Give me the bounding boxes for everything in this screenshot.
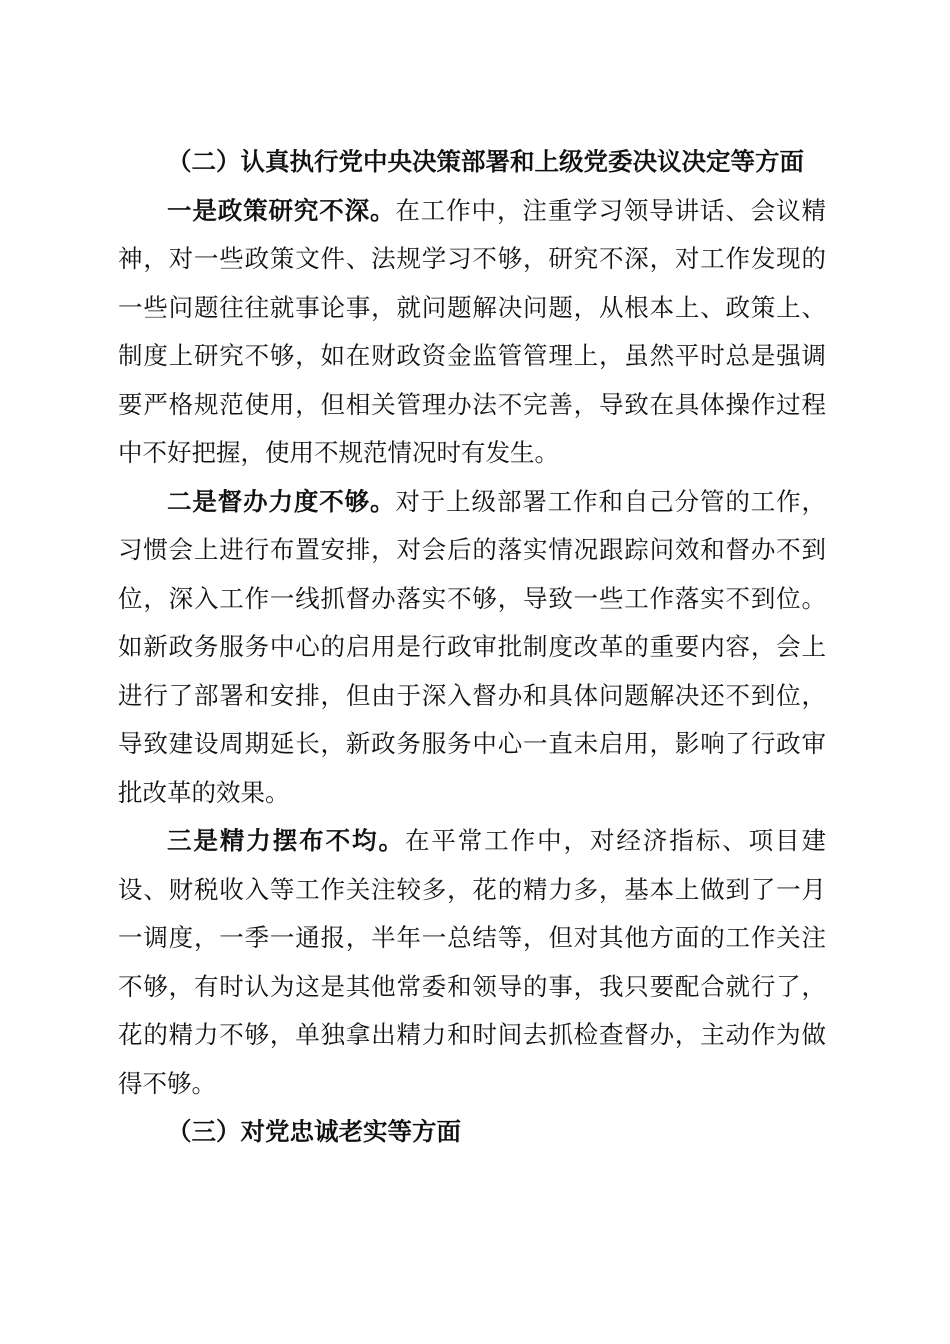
section-three-heading: （三）对党忠诚老实等方面 (167, 1117, 461, 1146)
paragraph-lead: 二是督办力度不够。 (167, 486, 396, 516)
section-two-heading: （二）认真执行党中央决策部署和上级党委决议决定等方面 (167, 147, 804, 176)
paragraph-lead: 三是精力摆布不均。 (167, 826, 405, 855)
paragraph-supervision (118, 478, 826, 818)
paragraph-lead: 一是政策研究不深。 (167, 195, 396, 225)
paragraph-text: 在平常工作中，对经济指标、项目建设、财税收入等工作关注较多，花的精力多，基本上做到了一月一调度，一季一通报，半年一总结等，但对其他方面的工作关注不够，有时认为这是其他常委和领导的事，我只要配合就行了，花的精力不够，单独拿出精力和时间去抓检查督办，主动作为做得不够。 (118, 826, 826, 1098)
paragraph-policy-research (118, 187, 826, 478)
document-body (118, 138, 826, 1157)
paragraph-energy-allocation (118, 817, 826, 1108)
paragraph-text: 在工作中，注重学习领导讲话、会议精神，对一些政策文件、法规学习不够，研究不深，对工作发现的一些问题往往就事论事，就问题解决问题，从根本上、政策上、制度上研究不够，如在财政资金监管管理上，虽然平时总是强调要严格规范使用，但相关管理办法不完善，导致在具体操作过程中不好把握，使用不规范情况时有发生。 (118, 195, 827, 467)
paragraph-text: 对于上级部署工作和自己分管的工作，习惯会上进行布置安排，对会后的落实情况跟踪问效和督办不到位，深入工作一线抓督办落实不够，导致一些工作落实不到位。如新政务服务中心的启用是行政审批制度改革的重要内容，会上进行了部署和安排，但由于深入督办和具体问题解决还不到位，导致建设周期延长，新政务服务中心一直未启用，影响了行政审批改革的效果。 (118, 486, 827, 807)
